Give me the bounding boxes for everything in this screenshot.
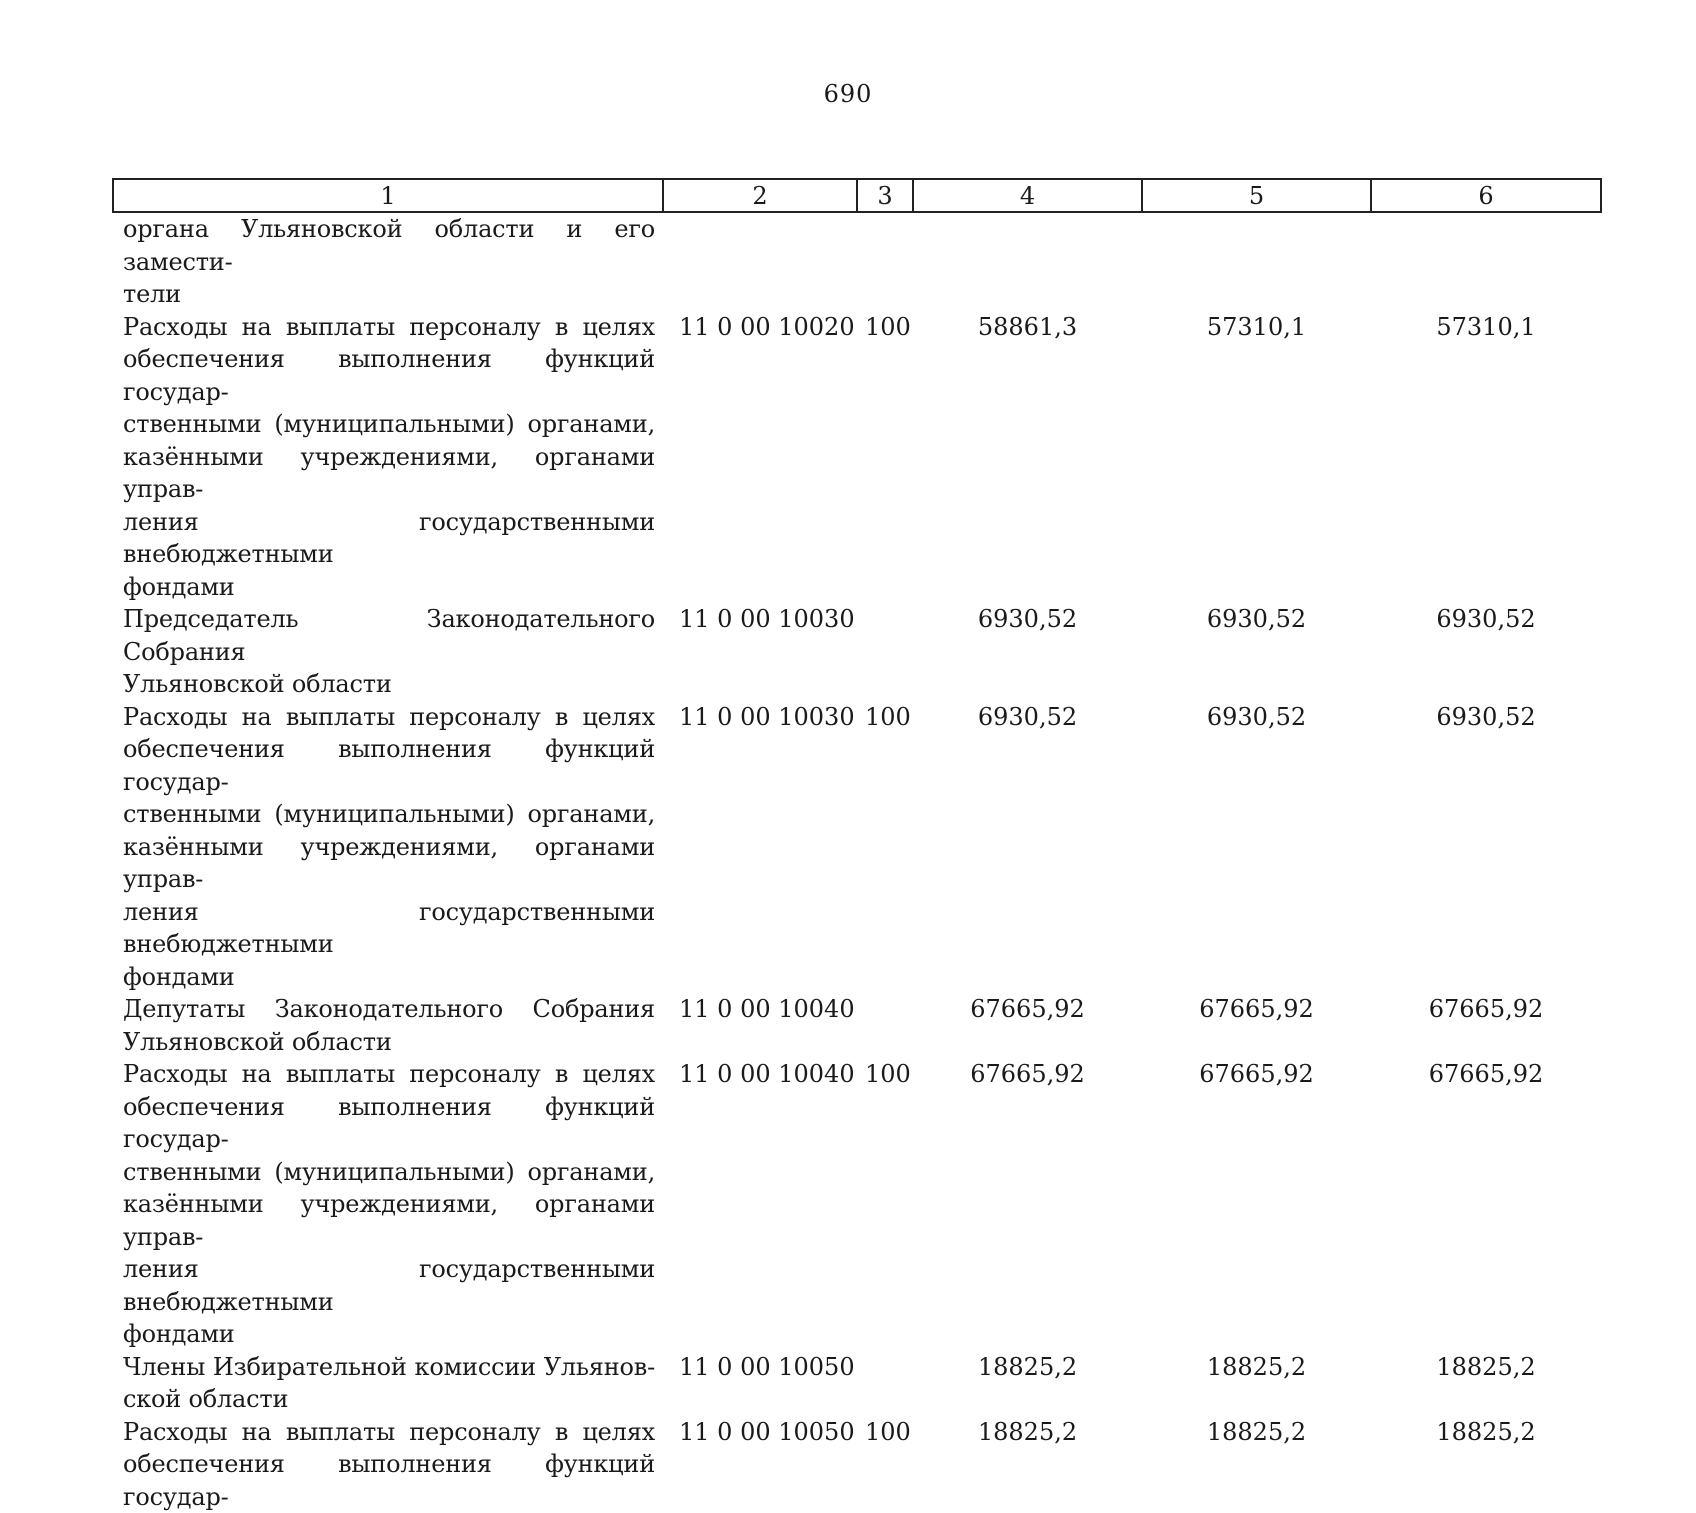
column-header-6: 6 (1371, 179, 1601, 212)
amount-col-5: 18825,2 (1142, 1416, 1371, 1513)
amount-col-4: 6930,52 (913, 603, 1142, 701)
description-line: Ульяновской области (123, 1026, 655, 1059)
budget-table (112, 178, 1602, 1513)
description-line: Председатель Законодательного Собрания (123, 603, 655, 668)
target-article-code: 11 0 00 10030 (663, 701, 857, 994)
amount-col-4: 18825,2 (913, 1351, 1142, 1416)
amount-col-5: 67665,92 (1142, 993, 1371, 1058)
description-line: ской области (123, 1383, 655, 1416)
table-row (113, 1416, 1601, 1513)
amount-col-6: 57310,1 (1371, 311, 1601, 604)
amount-col-4: 67665,92 (913, 1058, 1142, 1351)
expense-type-code: 100 (857, 311, 913, 604)
amount-col-4: 18825,2 (913, 1416, 1142, 1513)
amount-col-5 (1142, 212, 1371, 311)
description-line: ления государственными внебюджетными (123, 506, 655, 571)
description-line: казёнными учреждениями, органами управ- (123, 831, 655, 896)
target-article-code: 11 0 00 10030 (663, 603, 857, 701)
target-article-code: 11 0 00 10020 (663, 311, 857, 604)
table-row (113, 311, 1601, 604)
row-description (113, 993, 663, 1058)
description-line: ственными (муниципальными) органами, (123, 408, 655, 441)
description-line: обеспечения выполнения функций государ- (123, 1448, 655, 1513)
table-row (113, 603, 1601, 701)
description-line: ления государственными внебюджетными (123, 1253, 655, 1318)
description-line: Расходы на выплаты персоналу в целях (123, 1058, 655, 1091)
description-line: тели (123, 278, 655, 311)
amount-col-6: 67665,92 (1371, 993, 1601, 1058)
column-header-5: 5 (1142, 179, 1371, 212)
row-description (113, 603, 663, 701)
column-header-4: 4 (913, 179, 1142, 212)
description-line: Члены Избирательной комиссии Ульянов- (123, 1351, 655, 1384)
description-line: фондами (123, 571, 655, 604)
table-row (113, 701, 1601, 994)
expense-type-code (857, 212, 913, 311)
description-line: ственными (муниципальными) органами, (123, 1156, 655, 1189)
amount-col-5: 18825,2 (1142, 1351, 1371, 1416)
row-description (113, 311, 663, 604)
row-description (113, 1058, 663, 1351)
table-row (113, 212, 1601, 311)
amount-col-5: 6930,52 (1142, 603, 1371, 701)
description-line: обеспечения выполнения функций государ- (123, 343, 655, 408)
table-body (113, 212, 1601, 1513)
amount-col-6: 18825,2 (1371, 1351, 1601, 1416)
header-row (113, 179, 1601, 212)
description-line: ственными (муниципальными) органами, (123, 798, 655, 831)
table-row (113, 1351, 1601, 1416)
column-header-2: 2 (663, 179, 857, 212)
row-description (113, 212, 663, 311)
description-line: фондами (123, 1318, 655, 1351)
expense-type-code: 100 (857, 701, 913, 994)
amount-col-5: 57310,1 (1142, 311, 1371, 604)
row-description (113, 1351, 663, 1416)
description-line: обеспечения выполнения функций государ- (123, 1091, 655, 1156)
amount-col-5: 6930,52 (1142, 701, 1371, 994)
row-description (113, 1416, 663, 1513)
amount-col-4: 6930,52 (913, 701, 1142, 994)
amount-col-4 (913, 212, 1142, 311)
description-line: казёнными учреждениями, органами управ- (123, 1188, 655, 1253)
page-number: 690 (0, 80, 1696, 108)
description-line: Ульяновской области (123, 668, 655, 701)
description-line: фондами (123, 961, 655, 994)
amount-col-5: 67665,92 (1142, 1058, 1371, 1351)
description-line: казёнными учреждениями, органами управ- (123, 441, 655, 506)
row-description (113, 701, 663, 994)
expense-type-code (857, 1351, 913, 1416)
table-row (113, 993, 1601, 1058)
budget-table-container (112, 178, 1600, 1513)
table-row (113, 1058, 1601, 1351)
target-article-code (663, 212, 857, 311)
amount-col-6: 6930,52 (1371, 603, 1601, 701)
column-header-3: 3 (857, 179, 913, 212)
amount-col-4: 58861,3 (913, 311, 1142, 604)
target-article-code: 11 0 00 10040 (663, 993, 857, 1058)
description-line: Депутаты Законодательного Собрания (123, 993, 655, 1026)
description-line: Расходы на выплаты персоналу в целях (123, 701, 655, 734)
description-line: обеспечения выполнения функций государ- (123, 733, 655, 798)
expense-type-code: 100 (857, 1416, 913, 1513)
amount-col-6: 6930,52 (1371, 701, 1601, 994)
expense-type-code (857, 603, 913, 701)
description-line: органа Ульяновской области и его замести- (123, 213, 655, 278)
description-line: Расходы на выплаты персоналу в целях (123, 311, 655, 344)
target-article-code: 11 0 00 10040 (663, 1058, 857, 1351)
target-article-code: 11 0 00 10050 (663, 1416, 857, 1513)
column-header-1: 1 (113, 179, 663, 212)
target-article-code: 11 0 00 10050 (663, 1351, 857, 1416)
expense-type-code (857, 993, 913, 1058)
description-line: Расходы на выплаты персоналу в целях (123, 1416, 655, 1449)
amount-col-4: 67665,92 (913, 993, 1142, 1058)
expense-type-code: 100 (857, 1058, 913, 1351)
description-line: ления государственными внебюджетными (123, 896, 655, 961)
amount-col-6: 18825,2 (1371, 1416, 1601, 1513)
amount-col-6 (1371, 212, 1601, 311)
amount-col-6: 67665,92 (1371, 1058, 1601, 1351)
